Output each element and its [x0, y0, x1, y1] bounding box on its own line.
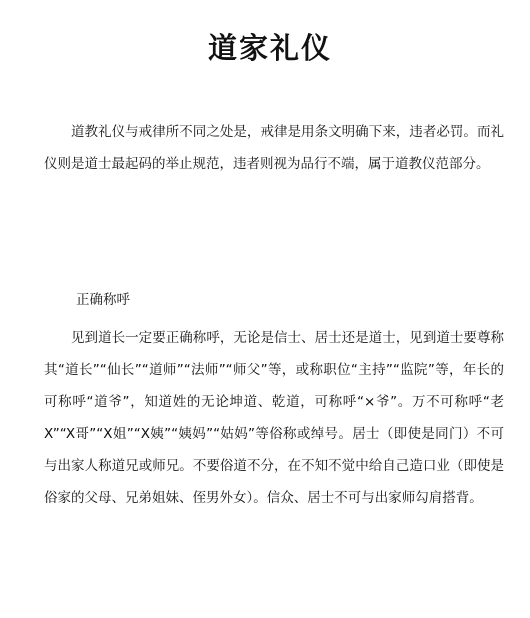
section-heading: 正确称呼 [76, 292, 130, 308]
intro-paragraph: 道教礼仪与戒律所不同之处是，戒律是用条文明确下来，违者必罚。而礼仪则是道士最起码的举止规范，违者则视为品行不端，属于道教仪范部分。 [44, 124, 504, 172]
page-title: 道家礼仪 [207, 31, 332, 65]
section-body-paragraph: 见到道长一定要正确称呼，无论是信士、居士还是道士，见到道士要尊称其“道长”“仙长”“道师”“法师”“师父”等，或称职位“主持”“监院”等，年长的可称呼“道爷”，知道姓的无论坤道、乾道，可称呼“×爷”。万不可称呼“老X”“X哥”“X姐”“X姨”“姨妈”“姑妈”等俗称或绰号。居士（即使是同门）不可与出家人称道兄或师兄。不要俗道不分，在不知不觉中给自己造口业（即使是俗家的父母、兄弟姐妹、侄男外女）。信众、居士不可与出家师勾肩搭背。 [44, 330, 504, 506]
